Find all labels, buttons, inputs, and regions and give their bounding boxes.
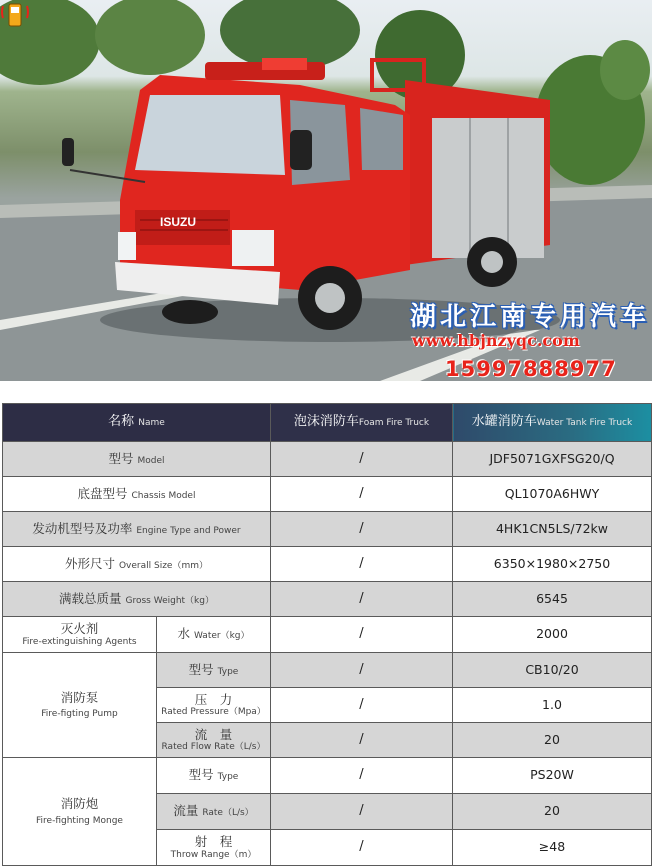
watermark-url: www.hbjnzyqc.com: [412, 331, 580, 350]
water-value: 2000: [453, 617, 652, 653]
foam-value: /: [271, 617, 453, 653]
header-name-en: Name: [138, 418, 165, 429]
foam-value: /: [271, 723, 453, 758]
table-row: [3, 758, 652, 794]
row-label: 外形尺寸 Overall Size（mm）: [3, 547, 271, 582]
header-water-en: Water Tank Fire Truck: [536, 418, 633, 429]
row-label: 满载总质量 Gross Weight（kg）: [3, 582, 271, 617]
water-value: PS20W: [453, 758, 652, 794]
foam-value: /: [271, 830, 453, 866]
sub-label-water: 水 Water（kg）: [157, 617, 271, 653]
water-value: 6545: [453, 582, 652, 617]
foam-value: /: [271, 477, 453, 512]
header-foam: [271, 404, 453, 442]
water-value: 20: [453, 723, 652, 758]
sub-label: 压 力 Rated Pressure（Mpa）: [157, 688, 271, 723]
sub-label: 流 量 Rated Flow Rate（L/s）: [157, 723, 271, 758]
fire-truck-photo: [0, 0, 652, 381]
phone-icon: [0, 0, 30, 28]
foam-value: /: [271, 442, 453, 477]
header-water: [453, 404, 652, 442]
table-row: [3, 512, 652, 547]
water-value: 4HK1CN5LS/72kw: [453, 512, 652, 547]
isuzu-badge: ISUZU: [160, 215, 196, 229]
watermark-brand: 湖北江南专用汽车: [410, 302, 651, 332]
table-header-row: [3, 404, 652, 442]
header-name-cn: 名称: [108, 414, 135, 430]
table-row: [3, 582, 652, 617]
water-value: CB10/20: [453, 653, 652, 688]
sub-label: 射 程 Throw Range（m）: [157, 830, 271, 866]
header-foam-en: Foam Fire Truck: [358, 418, 430, 429]
water-value: 6350×1980×2750: [453, 547, 652, 582]
sub-label: 型号 Type: [157, 758, 271, 794]
water-value: 20: [453, 794, 652, 830]
foam-value: /: [271, 653, 453, 688]
group-label-agents: 灭火剂 Fire-extinguishing Agents: [3, 617, 157, 653]
group-label-pump: 消防泵 Fire-figting Pump: [3, 653, 157, 758]
spec-table: [2, 403, 652, 866]
foam-value: /: [271, 794, 453, 830]
table-row: [3, 547, 652, 582]
row-label: 底盘型号 Chassis Model: [3, 477, 271, 512]
row-label: 型号 Model: [3, 442, 271, 477]
water-value: ≥48: [453, 830, 652, 866]
foam-value: /: [271, 547, 453, 582]
header-water-cn: 水罐消防车: [471, 414, 537, 430]
group-label-monitor: 消防炮 Fire-fighting Monge: [3, 758, 157, 866]
header-name: [3, 404, 271, 442]
row-label: 发动机型号及功率 Engine Type and Power: [3, 512, 271, 547]
water-value: JDF5071GXFSG20/Q: [453, 442, 652, 477]
table-row: [3, 477, 652, 512]
water-value: 1.0: [453, 688, 652, 723]
foam-value: /: [271, 758, 453, 794]
table-row: [3, 617, 652, 653]
foam-value: /: [271, 582, 453, 617]
sub-label: 流量 Rate（L/s）: [157, 794, 271, 830]
foam-value: /: [271, 512, 453, 547]
watermark-phone: 15997888977: [445, 357, 617, 381]
sub-label: 型号 Type: [157, 653, 271, 688]
foam-value: /: [271, 688, 453, 723]
table-row: [3, 442, 652, 477]
header-foam-cn: 泡沫消防车: [293, 414, 359, 430]
water-value: QL1070A6HWY: [453, 477, 652, 512]
table-row: [3, 653, 652, 688]
